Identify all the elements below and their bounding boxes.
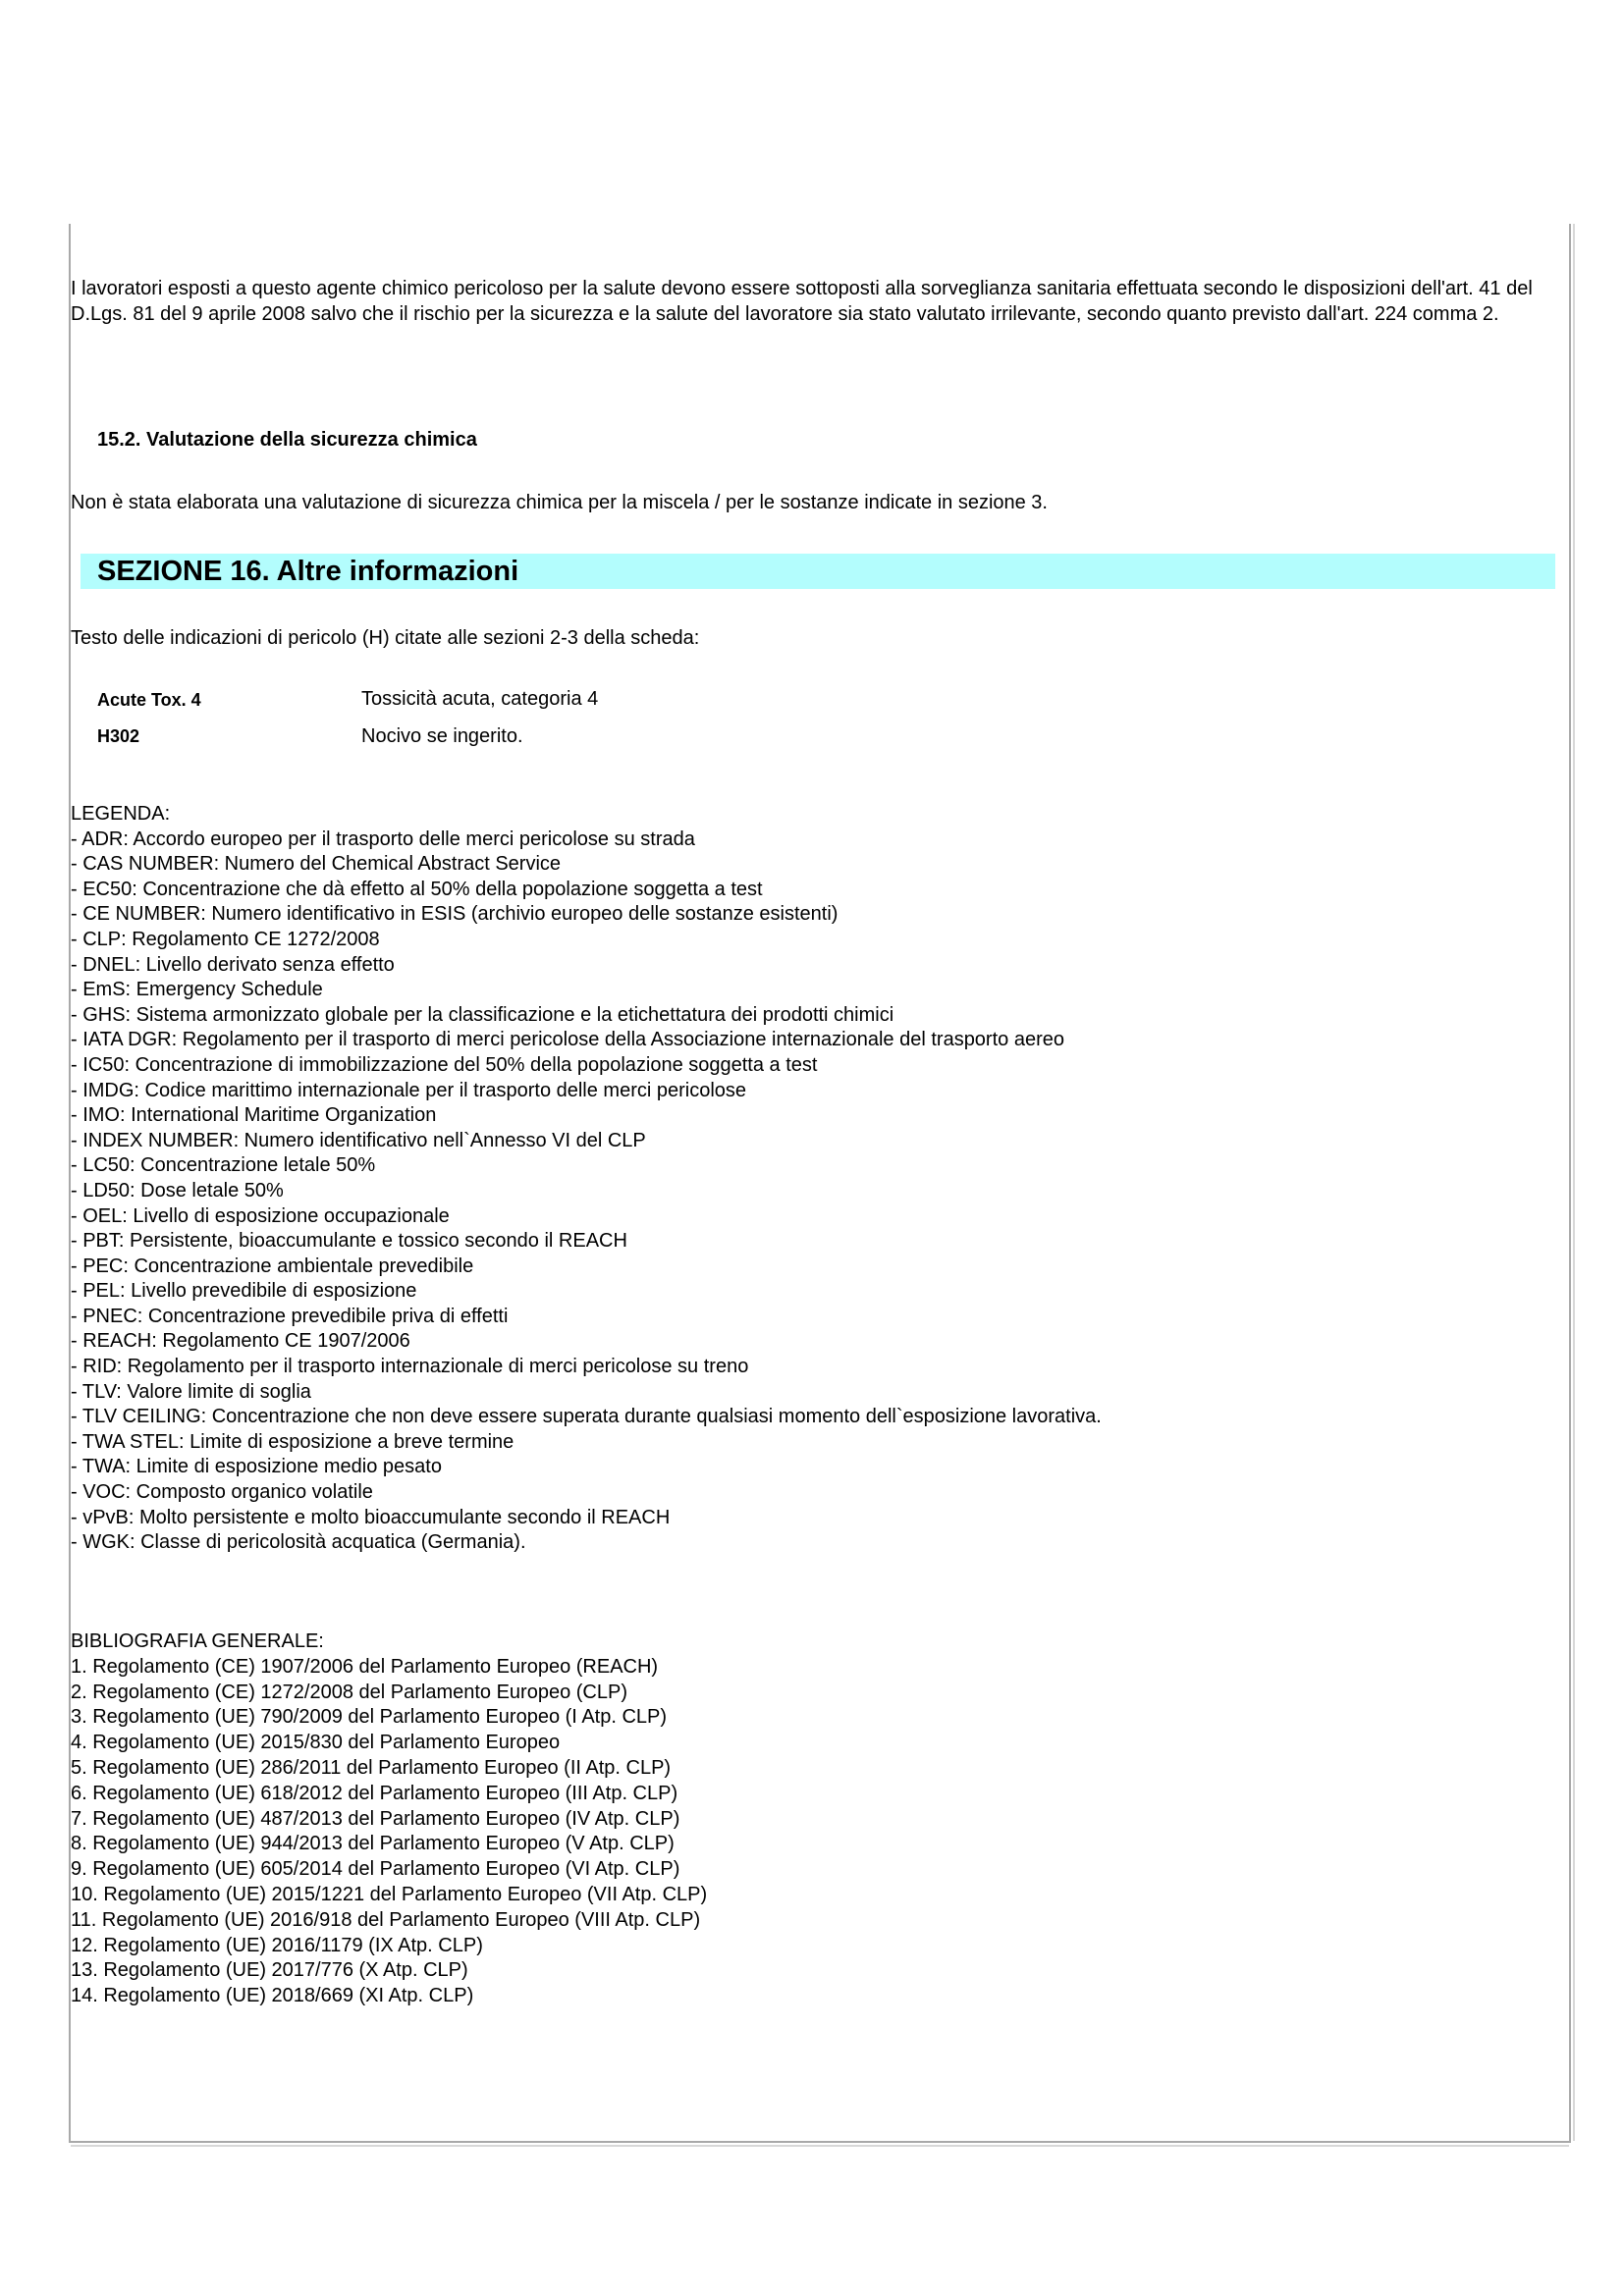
legend-item: - CAS NUMBER: Numero del Chemical Abstract Service xyxy=(71,853,562,876)
bibliography-item: 1. Regolamento (CE) 1907/2006 del Parlamento Europeo (REACH) xyxy=(71,1655,659,1678)
legend-item: - IMDG: Codice marittimo internazionale per il trasporto delle merci pericolose xyxy=(71,1079,747,1101)
bibliography-item: 9. Regolamento (UE) 605/2014 del Parlamento Europeo (VI Atp. CLP) xyxy=(71,1858,680,1881)
bibliography-title: BIBLIOGRAFIA GENERALE: xyxy=(71,1630,324,1652)
legend-item: - TLV CEILING: Concentrazione che non deve essere superata durante qualsiasi momento dell`esposizione lavorativa. xyxy=(71,1406,1102,1428)
bibliography-item: 6. Regolamento (UE) 618/2012 del Parlamento Europeo (III Atp. CLP) xyxy=(71,1782,678,1804)
legend-title: LEGENDA: xyxy=(71,803,171,825)
bibliography xyxy=(71,1629,707,2009)
hazard-description: Nocivo se ingerito. xyxy=(361,725,523,747)
legend-item: - TWA STEL: Limite di esposizione a breve termine xyxy=(71,1430,514,1453)
legend-item: - LC50: Concentrazione letale 50% xyxy=(71,1154,376,1177)
bibliography-item: 14. Regolamento (UE) 2018/669 (XI Atp. CLP) xyxy=(71,1985,474,2007)
legend-item: - vPvB: Molto persistente e molto bioaccumulante secondo il REACH xyxy=(71,1506,671,1528)
bibliography-item: 12. Regolamento (UE) 2016/1179 (IX Atp. CLP) xyxy=(71,1934,483,1956)
bibliography-item: 5. Regolamento (UE) 286/2011 del Parlamento Europeo (II Atp. CLP) xyxy=(71,1756,672,1779)
hazard-code: Acute Tox. 4 xyxy=(97,690,201,710)
legend-item: - RID: Regolamento per il trasporto internazionale di merci pericolose su treno xyxy=(71,1356,749,1378)
legend-item: - PNEC: Concentrazione prevedibile priva di effetti xyxy=(71,1305,509,1327)
legend-item: - CE NUMBER: Numero identificativo in ESIS (archivio europeo delle sostanze esistenti) xyxy=(71,903,839,926)
surveillance-paragraph: I lavoratori esposti a questo agente chimico pericoloso per la salute devono essere sottoposti alla sorveglianza sanitaria effettuata secondo le disposizioni dell'art. 41 del D.Lgs. 81 del 9 aprile 2008 salvo che il rischio per la sicurezza e la salute del lavoratore sia stato valutato irrilevante, secondo quanto previsto dall'art. 224 comma 2. xyxy=(71,278,1533,325)
legend-item: - GHS: Sistema armonizzato globale per la classificazione e la etichettatura dei prodotti chimici xyxy=(71,1003,894,1026)
bibliography-item: 2. Regolamento (CE) 1272/2008 del Parlamento Europeo (CLP) xyxy=(71,1681,627,1703)
bibliography-item: 10. Regolamento (UE) 2015/1221 del Parlamento Europeo (VII Atp. CLP) xyxy=(71,1883,708,1905)
legend-item: - TLV: Valore limite di soglia xyxy=(71,1380,311,1403)
legend-item: - REACH: Regolamento CE 1907/2006 xyxy=(71,1330,410,1353)
hazard-description: Tossicità acuta, categoria 4 xyxy=(361,688,599,710)
section-16-title: SEZIONE 16. Altre informazioni xyxy=(97,556,519,587)
legend-item: - TWA: Limite di esposizione medio pesato xyxy=(71,1456,442,1478)
legend-item: - ADR: Accordo europeo per il trasporto delle merci pericolose su strada xyxy=(71,828,695,850)
legend-item: - IC50: Concentrazione di immobilizzazione del 50% della popolazione soggetta a test xyxy=(71,1053,818,1076)
bibliography-item: 4. Regolamento (UE) 2015/830 del Parlamento Europeo xyxy=(71,1732,561,1754)
legend-item: - DNEL: Livello derivato senza effetto xyxy=(71,953,395,976)
legend-item: - PBT: Persistente, bioaccumulante e tossico secondo il REACH xyxy=(71,1230,627,1253)
subsection-15-2-title: 15.2. Valutazione della sicurezza chimica xyxy=(97,429,477,451)
subsection-15-2-text: Non è stata elaborata una valutazione di sicurezza chimica per la miscela / per le sostanze indicate in sezione 3. xyxy=(71,492,1048,513)
bibliography-item: 3. Regolamento (UE) 790/2009 del Parlamento Europeo (I Atp. CLP) xyxy=(71,1706,668,1729)
bibliography-item: 7. Regolamento (UE) 487/2013 del Parlamento Europeo (IV Atp. CLP) xyxy=(71,1807,680,1830)
legend-item: - EmS: Emergency Schedule xyxy=(71,979,323,1001)
hazard-intro: Testo delle indicazioni di pericolo (H) citate alle sezioni 2-3 della scheda: xyxy=(71,627,700,649)
legend-item: - CLP: Regolamento CE 1272/2008 xyxy=(71,928,380,950)
legend-item: - LD50: Dose letale 50% xyxy=(71,1179,284,1201)
legend-item: - VOC: Composto organico volatile xyxy=(71,1481,373,1504)
legend-item: - IMO: International Maritime Organization xyxy=(71,1104,437,1127)
legend-item: - OEL: Livello di esposizione occupazionale xyxy=(71,1204,450,1227)
legend-item: - WGK: Classe di pericolosità acquatica (Germania). xyxy=(71,1531,526,1554)
legend-item: - PEC: Concentrazione ambientale prevedibile xyxy=(71,1255,474,1277)
legend-item: - INDEX NUMBER: Numero identificativo nell`Annesso VI del CLP xyxy=(71,1129,646,1151)
bibliography-item: 8. Regolamento (UE) 944/2013 del Parlamento Europeo (V Atp. CLP) xyxy=(71,1833,675,1855)
legend-item: - PEL: Livello prevedibile di esposizione xyxy=(71,1280,417,1303)
legend-item: - EC50: Concentrazione che dà effetto al 50% della popolazione soggetta a test xyxy=(71,878,763,900)
legend xyxy=(71,802,1102,1556)
hazard-code: H302 xyxy=(97,726,140,746)
bibliography-item: 13. Regolamento (UE) 2017/776 (X Atp. CLP) xyxy=(71,1959,468,1982)
legend-item: - IATA DGR: Regolamento per il trasporto di merci pericolose della Associazione internazionale del trasporto aereo xyxy=(71,1029,1064,1051)
bibliography-item: 11. Regolamento (UE) 2016/918 del Parlamento Europeo (VIII Atp. CLP) xyxy=(71,1908,701,1931)
